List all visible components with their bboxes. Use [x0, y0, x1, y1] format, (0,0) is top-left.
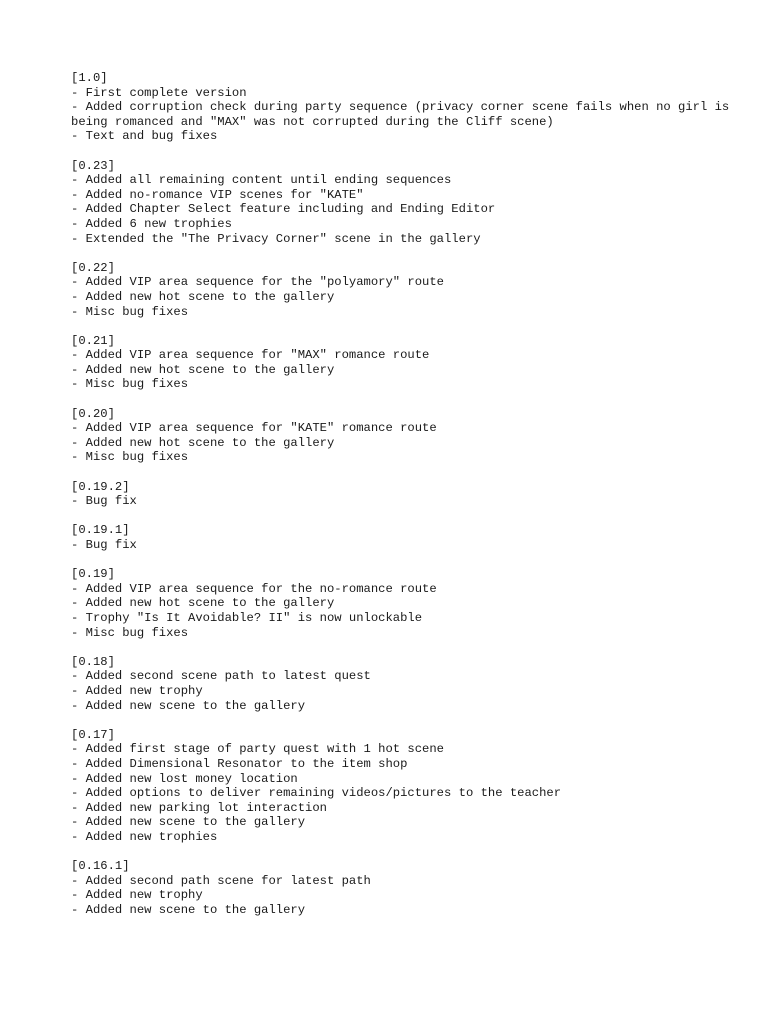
changelog-entry: - Added corruption check during party sequence (privacy corner scene fails when no girl is being romanced and "MAX" was not corrupted during the Cliff scene)	[71, 100, 737, 129]
version-heading: [0.17]	[71, 727, 115, 742]
changelog-section	[71, 480, 751, 509]
changelog-entry: - Added no-romance VIP scenes for "KATE"	[71, 187, 364, 202]
changelog-entry: - Added new parking lot interaction	[71, 800, 327, 815]
version-heading: [0.23]	[71, 158, 115, 173]
changelog-entry: - Added new trophy	[71, 888, 203, 903]
changelog-entry: - Added second path scene for latest path	[71, 873, 371, 888]
changelog-entry: - Trophy "Is It Avoidable? II" is now unlockable	[71, 610, 423, 625]
changelog-section	[71, 407, 751, 465]
changelog-entry: - Added VIP area sequence for "KATE" romance route	[71, 421, 437, 436]
changelog-entry: - Bug fix	[71, 538, 137, 552]
changelog-section	[71, 655, 751, 713]
changelog-entry: - Added new hot scene to the gallery	[71, 596, 335, 611]
changelog-entry: - Added new scene to the gallery	[71, 902, 306, 917]
changelog-entry: - Added 6 new trophies	[71, 216, 232, 231]
changelog-entry: - Added second scene path to latest quest	[71, 669, 371, 684]
changelog-entry: - Added new scene to the gallery	[71, 698, 306, 713]
version-heading: [0.18]	[71, 654, 115, 669]
changelog-entry: - Added new scene to the gallery	[71, 815, 306, 830]
changelog-section	[71, 334, 751, 392]
changelog-section	[71, 523, 751, 552]
changelog-entry: - Added all remaining content until ending sequences	[71, 173, 452, 188]
changelog-entry: - Added new hot scene to the gallery	[71, 362, 335, 377]
changelog-entry: - Added Chapter Select feature including and Ending Editor	[71, 202, 496, 217]
changelog-section	[71, 567, 751, 640]
changelog-section	[71, 728, 751, 845]
changelog-document	[71, 71, 751, 932]
changelog-entry: - Misc bug fixes	[71, 450, 189, 465]
changelog-entry: - Added first stage of party quest with 1 hot scene	[71, 742, 444, 757]
changelog-entry: - Misc bug fixes	[71, 377, 189, 392]
version-heading: [0.21]	[71, 333, 115, 348]
changelog-entry: - Added new trophy	[71, 683, 203, 698]
changelog-entry: - Added VIP area sequence for "MAX" romance route	[71, 348, 430, 363]
version-heading: [1.0]	[71, 71, 108, 85]
changelog-entry: - Extended the "The Privacy Corner" scene in the gallery	[71, 231, 481, 246]
changelog-entry: - Added VIP area sequence for the no-romance route	[71, 581, 437, 596]
changelog-entry: - Added VIP area sequence for the "polyamory" route	[71, 275, 444, 290]
changelog-section	[71, 859, 751, 917]
changelog-entry: - Added new lost money location	[71, 771, 298, 786]
version-heading: [0.22]	[71, 260, 115, 275]
version-heading: [0.19.1]	[71, 523, 130, 538]
changelog-section	[71, 71, 751, 144]
changelog-entry: - Misc bug fixes	[71, 625, 189, 640]
changelog-entry: - Added new trophies	[71, 829, 218, 844]
version-heading: [0.20]	[71, 406, 115, 421]
changelog-entry: - Added new hot scene to the gallery	[71, 289, 335, 304]
changelog-entry: - Misc bug fixes	[71, 304, 189, 319]
changelog-section	[71, 159, 751, 247]
version-heading: [0.16.1]	[71, 859, 130, 874]
changelog-entry: - First complete version	[71, 85, 247, 100]
version-heading: [0.19]	[71, 567, 115, 582]
version-heading: [0.19.2]	[71, 479, 130, 494]
changelog-entry: - Bug fix	[71, 494, 137, 509]
changelog-entry: - Text and bug fixes	[71, 129, 218, 144]
changelog-entry: - Added new hot scene to the gallery	[71, 435, 335, 450]
changelog-entry: - Added options to deliver remaining videos/pictures to the teacher	[71, 786, 562, 801]
changelog-section	[71, 261, 751, 319]
changelog-entry: - Added Dimensional Resonator to the item shop	[71, 756, 408, 771]
